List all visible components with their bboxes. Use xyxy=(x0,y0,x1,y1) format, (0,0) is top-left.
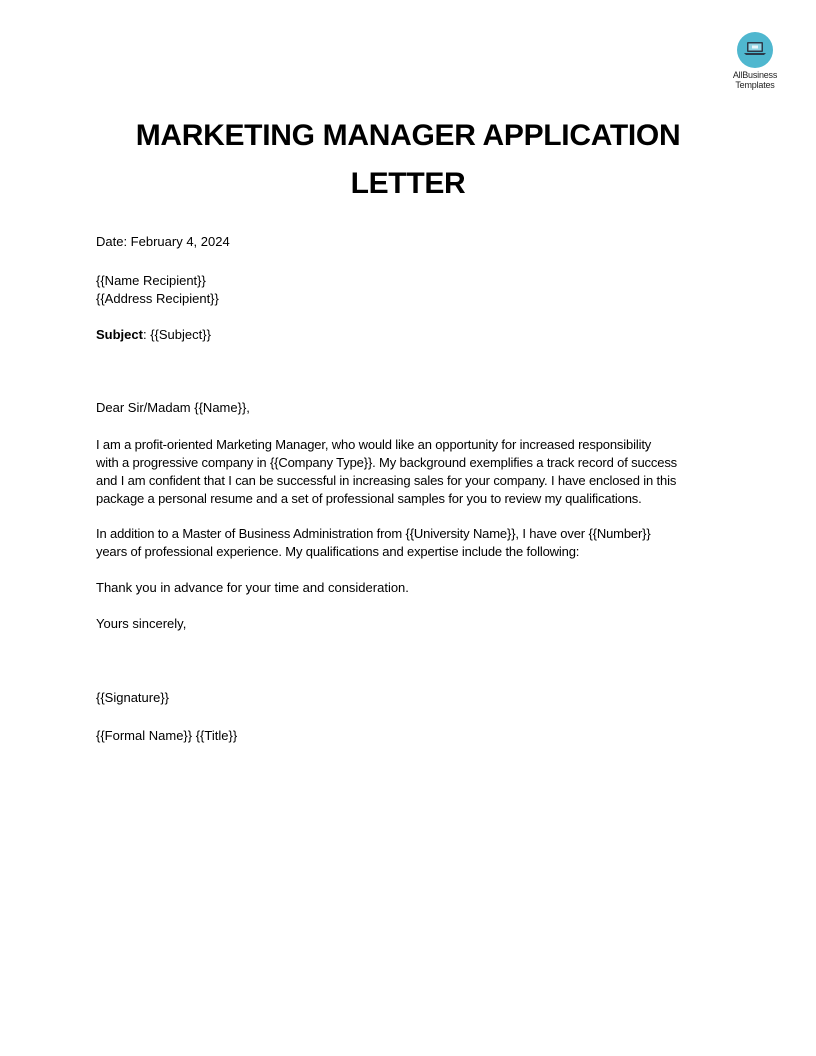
recipient-address: {{Address Recipient}} xyxy=(96,291,219,306)
recipient-name: {{Name Recipient}} xyxy=(96,273,206,288)
subject-line xyxy=(96,326,211,344)
paragraph-1 xyxy=(96,436,720,508)
title-line-2: LETTER xyxy=(350,167,466,200)
paragraph-1-line: and I am confident that I can be successful in increasing sales for your company. I have enclosed in this xyxy=(96,473,677,488)
paragraph-1-line: I am a profit-oriented Marketing Manager, who would like an opportunity for increased responsibility xyxy=(96,437,652,452)
formal-name-title: {{Formal Name}} {{Title}} xyxy=(96,728,238,743)
logo-text-line1: AllBusiness xyxy=(732,70,778,80)
logo-text xyxy=(733,70,777,90)
document-title xyxy=(96,112,720,208)
thanks-line: Thank you in advance for your time and consideration. xyxy=(96,580,409,595)
laptop-icon xyxy=(737,32,773,68)
paragraph-1-line: with a progressive company in {{Company Type}}. My background exemplifies a track record of success xyxy=(96,455,678,470)
salutation: Dear Sir/Madam {{Name}}, xyxy=(96,400,250,415)
date-line: Date: February 4, 2024 xyxy=(96,234,230,249)
paragraph-2-line: In addition to a Master of Business Administration from {{University Name}}, I have over {{Number}} xyxy=(96,526,651,541)
paragraph-1-line: package a personal resume and a set of professional samples for you to review my qualifications. xyxy=(96,491,642,506)
closing-line: Yours sincerely, xyxy=(96,616,187,631)
paragraph-2 xyxy=(96,525,720,561)
allbusiness-templates-logo xyxy=(722,32,788,90)
paragraph-2-line: years of professional experience. My qualifications and expertise include the following: xyxy=(96,544,580,559)
title-line-1: MARKETING MANAGER APPLICATION xyxy=(135,119,681,152)
subject-label: Subject xyxy=(96,327,143,342)
subject-value: : {{Subject}} xyxy=(142,327,211,342)
logo-text-line2: Templates xyxy=(735,80,775,90)
signature-placeholder: {{Signature}} xyxy=(96,690,170,705)
